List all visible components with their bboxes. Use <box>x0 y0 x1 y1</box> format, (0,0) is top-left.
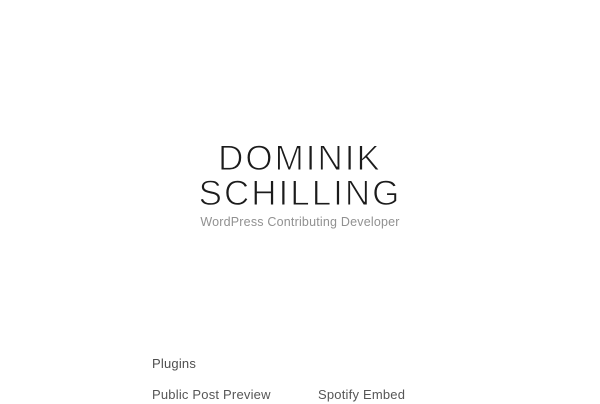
site-title-line2: SCHILLING <box>198 174 402 213</box>
plugin-link-public-post-preview[interactable]: Public Post Preview <box>152 387 271 402</box>
list-item <box>152 386 318 404</box>
plugin-list <box>150 386 450 404</box>
plugin-link-spotify-embed[interactable]: Spotify Embed <box>318 387 406 402</box>
list-item <box>318 386 405 404</box>
plugins-section <box>150 356 450 404</box>
site-title-line1: DOMINIK <box>218 139 382 178</box>
plugins-heading: Plugins <box>152 356 197 371</box>
site-tagline: WordPress Contributing Developer <box>200 215 400 229</box>
site-title <box>0 141 600 211</box>
